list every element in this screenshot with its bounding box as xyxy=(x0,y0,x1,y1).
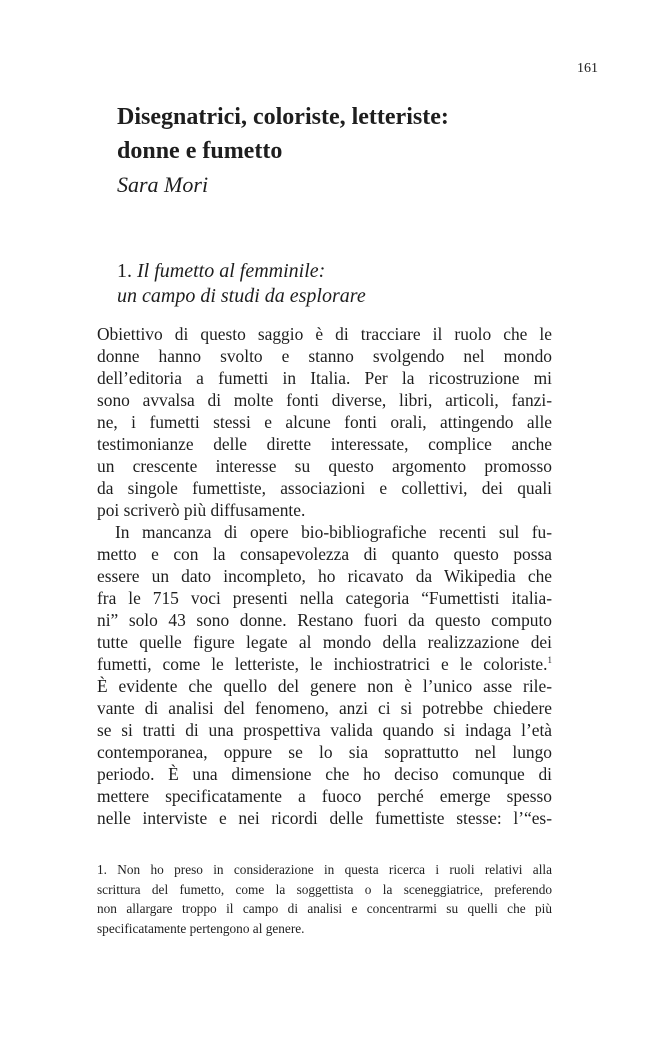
text-line: Obiettivo di questo saggio è di tracciare il ruolo che le xyxy=(97,324,552,344)
text-line: ni” solo 43 sono donne. Restano fuori da questo computo xyxy=(97,610,552,630)
text-line: se si tratti di una prospettiva valida quando si indaga l’età xyxy=(97,720,552,740)
chapter-title xyxy=(117,100,547,168)
text-line: vante di analisi del fenomeno, anzi ci si potrebbe chiedere xyxy=(97,698,552,718)
text-line: donne hanno svolto e stanno svolgendo nel mondo xyxy=(97,346,552,366)
footnote-reference[interactable]: 1 xyxy=(547,655,552,666)
text-line: tutte quelle figure legate al mondo della realizzazione dei xyxy=(97,632,552,652)
section-title-line: Il fumetto al femminile: xyxy=(137,260,326,282)
text-line: un crescente interesse su questo argomento promosso xyxy=(97,456,552,476)
text-line: fumetti, come le letteriste, le inchiostratrici e le coloriste. xyxy=(97,654,548,674)
page-number: 161 xyxy=(577,61,598,76)
text-line: poi scriverò più diffusamente. xyxy=(97,500,306,520)
text-line: mettere specificatamente a fuoco perché emerge spesso xyxy=(97,786,552,806)
text-line-with-footnote xyxy=(97,653,552,675)
chapter-title-line: donne e fumetto xyxy=(117,138,283,164)
chapter-title-line: Disegnatrici, coloriste, letteriste: xyxy=(117,104,449,130)
footnote-line: specificatamente pertengono al genere. xyxy=(97,921,305,937)
text-line: testimonianze delle dirette interessate, complice anche xyxy=(97,434,552,454)
text-line: nelle interviste e nei ricordi delle fumettiste stesse: l’“es- xyxy=(97,808,552,828)
text-line: essere un dato incompleto, ho ricavato da Wikipedia che xyxy=(97,566,552,586)
author-name: Sara Mori xyxy=(117,172,209,197)
text-line: sono avvalsa di molte fonti diverse, libri, articoli, fanzi- xyxy=(97,390,552,410)
text-line: ne, i fumetti stessi e alcune fonti orali, attingendo alle xyxy=(97,412,552,432)
text-line: fra le 715 voci presenti nella categoria “Fumettisti italia- xyxy=(97,588,552,608)
section-number: 1. xyxy=(117,260,132,282)
section-heading xyxy=(117,259,366,309)
footnote-line: scrittura del fumetto, come la soggettista o la sceneggiatrice, preferendo xyxy=(97,881,552,897)
text-line: È evidente che quello del genere non è l’unico asse rile- xyxy=(97,676,552,696)
text-line: periodo. È una dimensione che ho deciso comunque di xyxy=(97,764,552,784)
text-line: contemporanea, oppure se lo sia soprattutto nel lungo xyxy=(97,742,552,762)
footnote-line: 1. Non ho preso in considerazione in questa ricerca i ruoli relativi alla xyxy=(97,862,552,877)
section-title-line: un campo di studi da esplorare xyxy=(117,285,366,307)
footnote-line: non allargare troppo il campo di analisi e concentrarmi su quelli che più xyxy=(97,901,552,917)
footnote xyxy=(97,860,552,939)
section-heading-line xyxy=(117,259,366,284)
text-line: da singole fumettiste, associazioni e collettivi, dei quali xyxy=(97,478,552,498)
text-line: metto e con la consapevolezza di quanto questo possa xyxy=(97,544,552,564)
text-line: In mancanza di opere bio-bibliografiche recenti sul fu- xyxy=(115,522,552,542)
text-line: dell’editoria a fumetti in Italia. Per la ricostruzione mi xyxy=(97,368,552,388)
body-text xyxy=(97,323,552,829)
